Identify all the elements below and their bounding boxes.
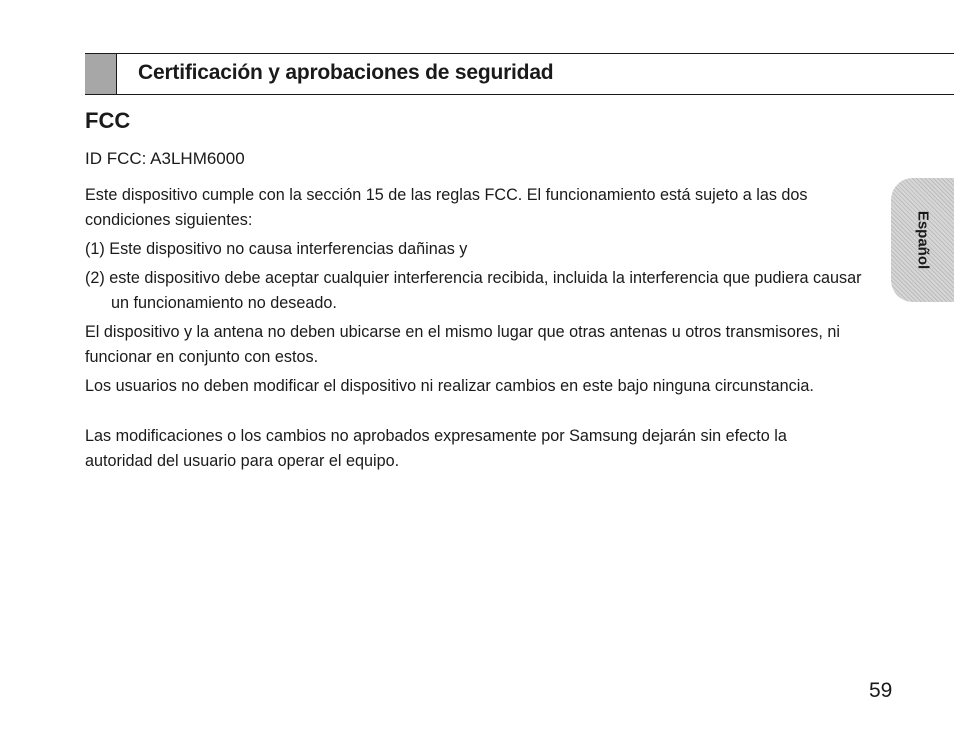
section-header [85,53,954,95]
fcc-paragraph-compliance: Este dispositivo cumple con la sección 15 de las reglas FCC. El funcionamiento está sujeto a las dos condiciones siguientes: [85,186,808,229]
fcc-condition-1: (1) Este dispositivo no causa interferencias dañinas y [85,240,468,258]
page-number: 59 [869,679,893,702]
fcc-paragraph-authority: Las modificaciones o los cambios no aprobados expresamente por Samsung dejarán sin efecto la autoridad del usuario para operar el equipo. [85,427,787,470]
section-title: Certificación y aprobaciones de seguridad [138,61,554,84]
fcc-id-line: ID FCC: A3LHM6000 [85,149,245,168]
language-tab-label: Español [914,210,931,270]
fcc-paragraph-antenna: El dispositivo y la antena no deben ubicarse en el mismo lugar que otras antenas u otros transmisores, ni funcionar en conjunto con estos. [85,323,840,366]
language-side-tab [891,178,954,302]
fcc-paragraph-modification: Los usuarios no deben modificar el dispositivo ni realizar cambios en este bajo ninguna circunstancia. [85,377,814,395]
fcc-heading: FCC [85,108,131,133]
section-marker [85,54,117,94]
fcc-condition-2: (2) este dispositivo debe aceptar cualquier interferencia recibida, incluida la interferencia que pudiera causar un funcionamiento no deseado. [85,269,862,312]
